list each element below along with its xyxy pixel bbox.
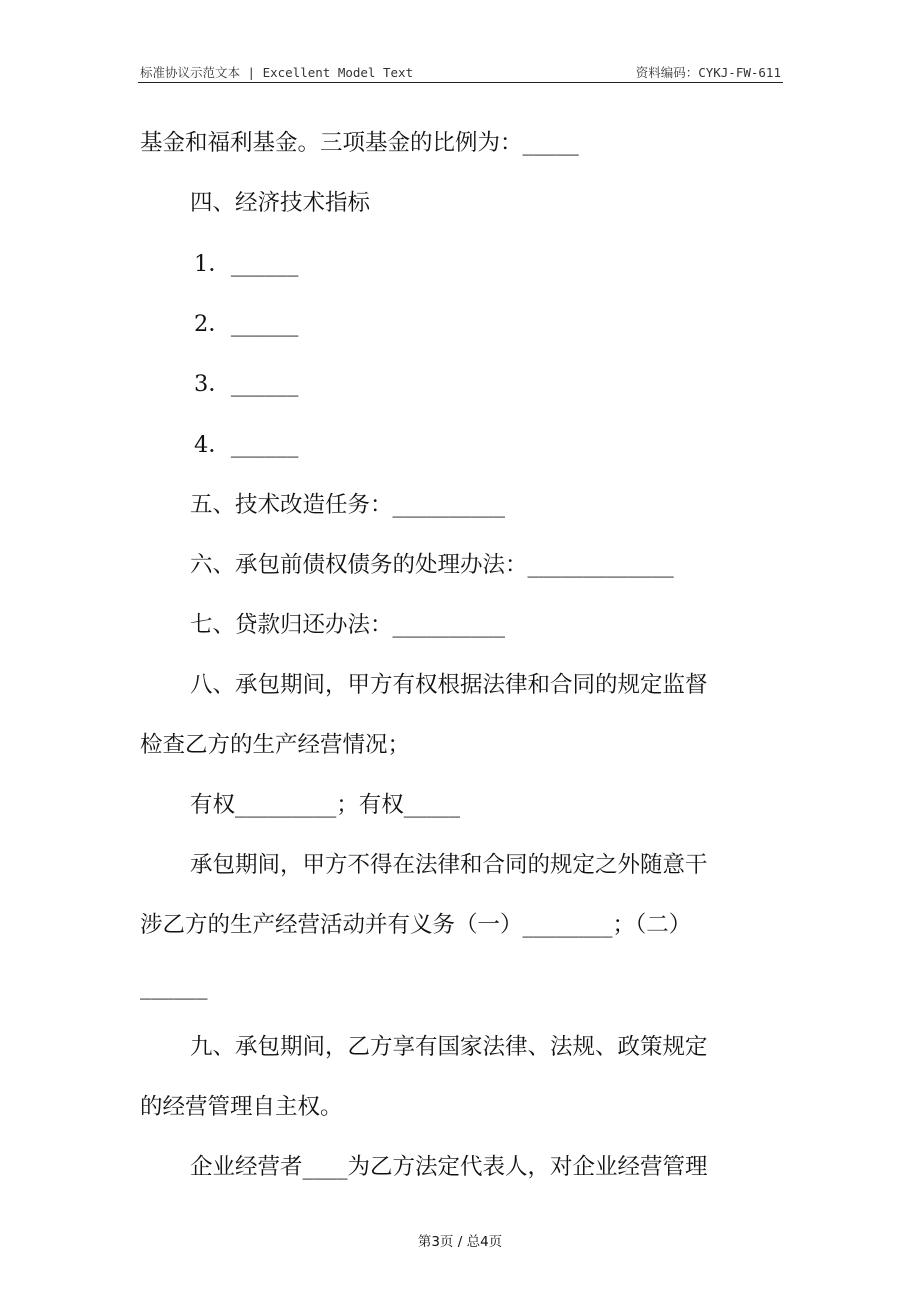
body-line-17: 的经营管理自主权。 bbox=[140, 1094, 343, 1120]
body-line-12: 有权_________；有权_____ bbox=[190, 792, 461, 818]
section-heading-4: 四、经济技术指标 bbox=[190, 190, 371, 216]
body-line-11: 检查乙方的生产经营情况； bbox=[140, 732, 411, 758]
body-line-14: 涉乙方的生产经营活动并有义务（一）________；（二） bbox=[140, 912, 692, 938]
body-line-18: 企业经营者____为乙方法定代表人，对企业经营管理 bbox=[190, 1154, 708, 1180]
header-title: 标准协议示范文本 | Excellent Model Text bbox=[140, 65, 414, 80]
indicator-item-2: 2．______ bbox=[194, 311, 299, 337]
indicator-item-3: 3．______ bbox=[194, 371, 299, 397]
indicator-item-4: 4．______ bbox=[194, 432, 299, 458]
body-line-1: 基金和福利基金。三项基金的比例为：_____ bbox=[140, 130, 579, 156]
header-doc-code: 资料编码：CYKJ-FW-611 bbox=[635, 65, 781, 80]
section-heading-8: 八、承包期间，甲方有权根据法律和合同的规定监督 bbox=[190, 672, 708, 698]
section-heading-5: 五、技术改造任务：__________ bbox=[190, 492, 506, 518]
section-heading-7: 七、贷款归还办法：__________ bbox=[190, 612, 506, 638]
body-line-15: ______ bbox=[140, 974, 208, 1000]
section-heading-9: 九、承包期间，乙方享有国家法律、法规、政策规定 bbox=[190, 1034, 708, 1060]
indicator-item-1: 1．______ bbox=[194, 251, 299, 277]
page-footer: 第3页 / 总4页 bbox=[417, 1234, 503, 1250]
section-heading-6: 六、承包前债权债务的处理办法：_____________ bbox=[190, 552, 674, 578]
body-line-13: 承包期间，甲方不得在法律和合同的规定之外随意干 bbox=[190, 852, 708, 878]
page-header bbox=[138, 60, 783, 83]
